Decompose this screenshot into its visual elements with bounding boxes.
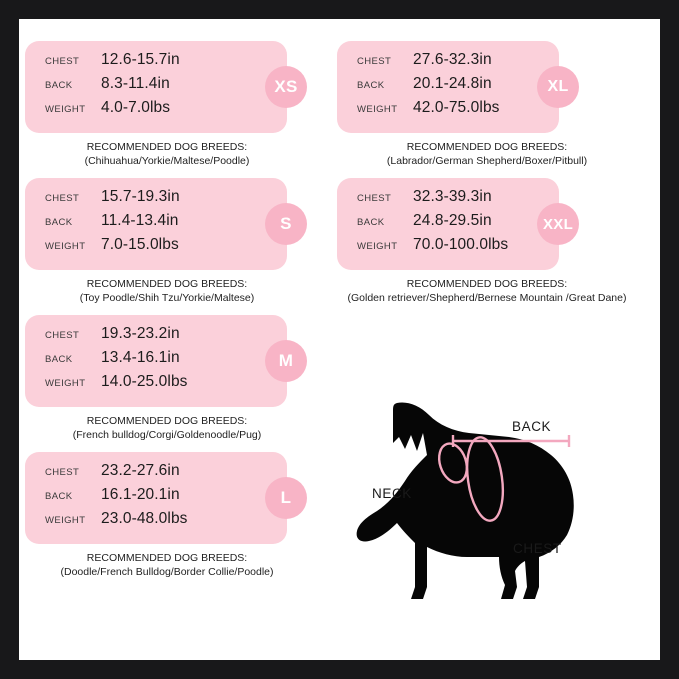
measurement-row-chest bbox=[357, 188, 547, 212]
measurement-row-back bbox=[357, 212, 547, 236]
measurement-value: 8.3-11.4in bbox=[101, 75, 170, 92]
measurement-value: 11.4-13.4in bbox=[101, 212, 179, 229]
measurement-value: 23.2-27.6in bbox=[101, 462, 180, 479]
measurement-row-weight bbox=[45, 510, 275, 534]
measurement-row-weight bbox=[45, 373, 275, 397]
measurement-label: BACK bbox=[45, 354, 73, 365]
measurement-row-chest bbox=[45, 51, 275, 75]
size-chart-card bbox=[19, 19, 660, 660]
measurement-row-back bbox=[357, 75, 547, 99]
measurement-value: 42.0-75.0lbs bbox=[413, 99, 500, 116]
measurement-value: 13.4-16.1in bbox=[101, 349, 180, 366]
size-block-s bbox=[25, 178, 325, 305]
measurement-rows bbox=[45, 462, 275, 534]
size-block-xxl bbox=[337, 178, 655, 305]
breeds-xs bbox=[25, 140, 309, 168]
dog-measurement-diagram bbox=[349, 371, 649, 621]
measurement-row-back bbox=[45, 349, 275, 373]
size-badge-xl: XL bbox=[537, 66, 579, 108]
measurement-rows bbox=[357, 51, 547, 123]
size-badge-m: M bbox=[265, 340, 307, 382]
measurement-label: WEIGHT bbox=[45, 104, 86, 115]
breeds-title: RECOMMENDED DOG BREEDS: bbox=[86, 141, 248, 153]
measurement-value: 19.3-23.2in bbox=[101, 325, 180, 342]
size-panel-l bbox=[25, 452, 292, 544]
measurement-row-back bbox=[45, 212, 275, 236]
measurement-rows bbox=[45, 51, 275, 123]
breeds-list: (Chihuahua/Yorkie/Maltese/Poodle) bbox=[84, 155, 250, 167]
measurement-label: WEIGHT bbox=[357, 104, 398, 115]
measurement-row-back bbox=[45, 486, 275, 510]
breeds-list: (Labrador/German Shepherd/Boxer/Pitbull) bbox=[386, 155, 588, 167]
measurement-label: WEIGHT bbox=[45, 515, 86, 526]
measurement-value: 7.0-15.0lbs bbox=[101, 236, 179, 253]
breeds-m bbox=[25, 414, 309, 442]
measurement-label: BACK bbox=[357, 80, 385, 91]
measurement-value: 15.7-19.3in bbox=[101, 188, 180, 205]
breeds-xxl bbox=[337, 277, 637, 305]
measurement-label: BACK bbox=[45, 491, 73, 502]
size-column-left bbox=[25, 41, 325, 589]
size-badge-xxl: XXL bbox=[537, 203, 579, 245]
breeds-title: RECOMMENDED DOG BREEDS: bbox=[86, 415, 248, 427]
breeds-title: RECOMMENDED DOG BREEDS: bbox=[406, 141, 568, 153]
size-column-right bbox=[337, 41, 655, 315]
measurement-row-back bbox=[45, 75, 275, 99]
measurement-row-chest bbox=[357, 51, 547, 75]
measurement-row-weight bbox=[357, 236, 547, 260]
measurement-row-weight bbox=[357, 99, 547, 123]
measurement-value: 23.0-48.0lbs bbox=[101, 510, 188, 527]
measurement-row-weight bbox=[45, 236, 275, 260]
breeds-list: (French bulldog/Corgi/Goldenoodle/Pug) bbox=[72, 429, 262, 441]
measurement-rows bbox=[357, 188, 547, 260]
size-block-xs bbox=[25, 41, 325, 168]
measurement-value: 4.0-7.0lbs bbox=[101, 99, 171, 116]
size-panel-xxl bbox=[337, 178, 574, 270]
measurement-label: CHEST bbox=[45, 193, 80, 204]
breeds-list: (Doodle/French Bulldog/Border Collie/Poodle) bbox=[60, 566, 274, 578]
size-badge-l: L bbox=[265, 477, 307, 519]
diagram-label-neck: NECK bbox=[372, 486, 412, 501]
measurement-label: CHEST bbox=[45, 467, 80, 478]
measurement-value: 32.3-39.3in bbox=[413, 188, 492, 205]
measurement-label: BACK bbox=[45, 217, 73, 228]
measurement-rows bbox=[45, 188, 275, 260]
measurement-label: CHEST bbox=[45, 56, 80, 67]
measurement-value: 14.0-25.0lbs bbox=[101, 373, 188, 390]
size-block-m bbox=[25, 315, 325, 442]
measurement-row-chest bbox=[45, 188, 275, 212]
breeds-s bbox=[25, 277, 309, 305]
measurement-label: CHEST bbox=[357, 193, 392, 204]
measurement-label: BACK bbox=[45, 80, 73, 91]
measurement-row-chest bbox=[45, 462, 275, 486]
measurement-label: WEIGHT bbox=[357, 241, 398, 252]
size-block-xl bbox=[337, 41, 655, 168]
measurement-label: BACK bbox=[357, 217, 385, 228]
breeds-xl bbox=[337, 140, 637, 168]
measurement-label: CHEST bbox=[45, 330, 80, 341]
size-badge-s: S bbox=[265, 203, 307, 245]
measurement-row-chest bbox=[45, 325, 275, 349]
size-panel-xl bbox=[337, 41, 569, 133]
measurement-row-weight bbox=[45, 99, 275, 123]
size-panel-m bbox=[25, 315, 294, 407]
size-badge-xs: XS bbox=[265, 66, 307, 108]
measurement-value: 24.8-29.5in bbox=[413, 212, 492, 229]
breeds-list: (Toy Poodle/Shih Tzu/Yorkie/Maltese) bbox=[79, 292, 255, 304]
diagram-label-back: BACK bbox=[512, 419, 552, 434]
measurement-label: WEIGHT bbox=[45, 378, 86, 389]
size-panel-xs bbox=[25, 41, 298, 133]
measurement-value: 16.1-20.1in bbox=[101, 486, 180, 503]
measurement-value: 27.6-32.3in bbox=[413, 51, 492, 68]
size-chart-columns bbox=[19, 19, 660, 660]
diagram-label-chest: CHEST bbox=[513, 541, 562, 556]
breeds-l bbox=[25, 551, 309, 579]
measurement-label: CHEST bbox=[357, 56, 392, 67]
breeds-list: (Golden retriever/Shepherd/Bernese Mountain /Great Dane) bbox=[347, 292, 627, 304]
size-block-l bbox=[25, 452, 325, 579]
breeds-title: RECOMMENDED DOG BREEDS: bbox=[406, 278, 568, 290]
measurement-value: 70.0-100.0lbs bbox=[413, 236, 509, 253]
measurement-value: 20.1-24.8in bbox=[413, 75, 492, 92]
breeds-title: RECOMMENDED DOG BREEDS: bbox=[86, 278, 248, 290]
measurement-rows bbox=[45, 325, 275, 397]
size-panel-s bbox=[25, 178, 292, 270]
measurement-label: WEIGHT bbox=[45, 241, 86, 252]
measurement-value: 12.6-15.7in bbox=[101, 51, 180, 68]
breeds-title: RECOMMENDED DOG BREEDS: bbox=[86, 552, 248, 564]
